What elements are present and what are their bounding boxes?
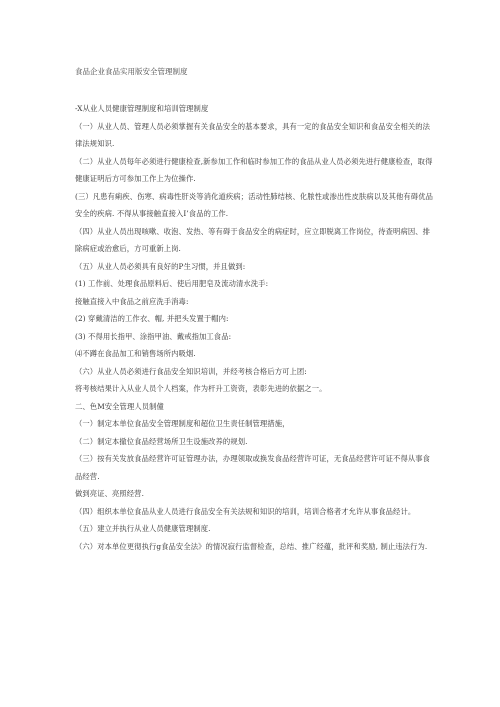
paragraph: （五）建立并执行从业人员健康管理制度.	[75, 524, 211, 533]
paragraph: （三）按有关发放食品经营许可证管理办法，办理领取或换发食品经营许可证，无食品经营许可证不得从事食品经营.	[75, 454, 431, 481]
paragraph: （四）组织本单位食品从业人员进行食品安全有关法规和知识的培训，培训合格者才允许从事食品经计。	[75, 506, 416, 516]
paragraph: （一）制定本单位食品安全管理制度和超位卫生责任制管理措施，	[75, 419, 290, 428]
section-heading-1: -X从业人员健康管理制度和培训管理制度	[75, 104, 209, 113]
paragraph: （六）从业人员必须进行食品安全知识培训，并经考核合格后方可上团:	[75, 366, 307, 376]
paragraph: （四）从业人员出现咳嗽、收泡、发热、等有碍于食品安全的病症时，应立即脱离工作岗位，待查明病因、排除病症或治愈后，方可重新上岗.	[75, 226, 431, 253]
list-item: (2) 穿戴清洁的工作衣、帽, 并把头发置于帽内:	[75, 314, 229, 323]
document-title: 食品企业食品实用版安全管理制度	[75, 67, 188, 76]
document-body	[75, 100, 437, 555]
paragraph: （二）从业人员每年必须进行健康检查,新参加工作和临时参加工作的食品从业人员必须先进行健康检查，取得健康证明后方可参加工作上为位操作.	[75, 156, 433, 183]
list-item: ⑷不蹲在食品加工和销售场所内吸烟.	[75, 349, 196, 358]
paragraph: （五）从业人员必须具有良好的P生习惯，并且做到:	[75, 261, 246, 271]
section-heading-2: 二、色M安全管理人员制僮	[75, 401, 164, 411]
paragraph: 将考核结果计入从业人员个人档案，作为杆升工资资，表彰先进的依据之一。	[75, 384, 327, 393]
paragraph: 接触直接入中食品之前应洗手消毒:	[75, 296, 189, 306]
list-item: (3) 不得用长指甲、涂指甲油、戴戒指加工食品:	[75, 331, 232, 341]
paragraph: （六）对本单位更彻执行g食品安全法》的情况寂行监督检查，总结、推广经蕴，批评和奖励, 制止违法行为.	[75, 541, 428, 551]
paragraph: 做到亮证、亮照经营.	[75, 489, 144, 498]
paragraph: （二）制定本撤位食品经营场所卫生设施改养的规划.	[75, 436, 248, 446]
paragraph: (三）凡患有痢疾、伤寒、病毒性肝炎等消化道疾病；活动性肺结核、化脓性或渗出性皮肤病以及其他有碍优品安全的疾病. 不得从事接触直接入Ⅰ’食品的工作.	[75, 191, 433, 218]
list-item: (1) 工作前、处理食品原料后、使后用肥皂及流动清水洗手:	[75, 279, 269, 288]
paragraph: （一）从业人员、管理人员必须掌握有关食品安全的基本要求，具有一定的食品安全知识和食品安全相关的法律法规知识.	[75, 121, 431, 148]
